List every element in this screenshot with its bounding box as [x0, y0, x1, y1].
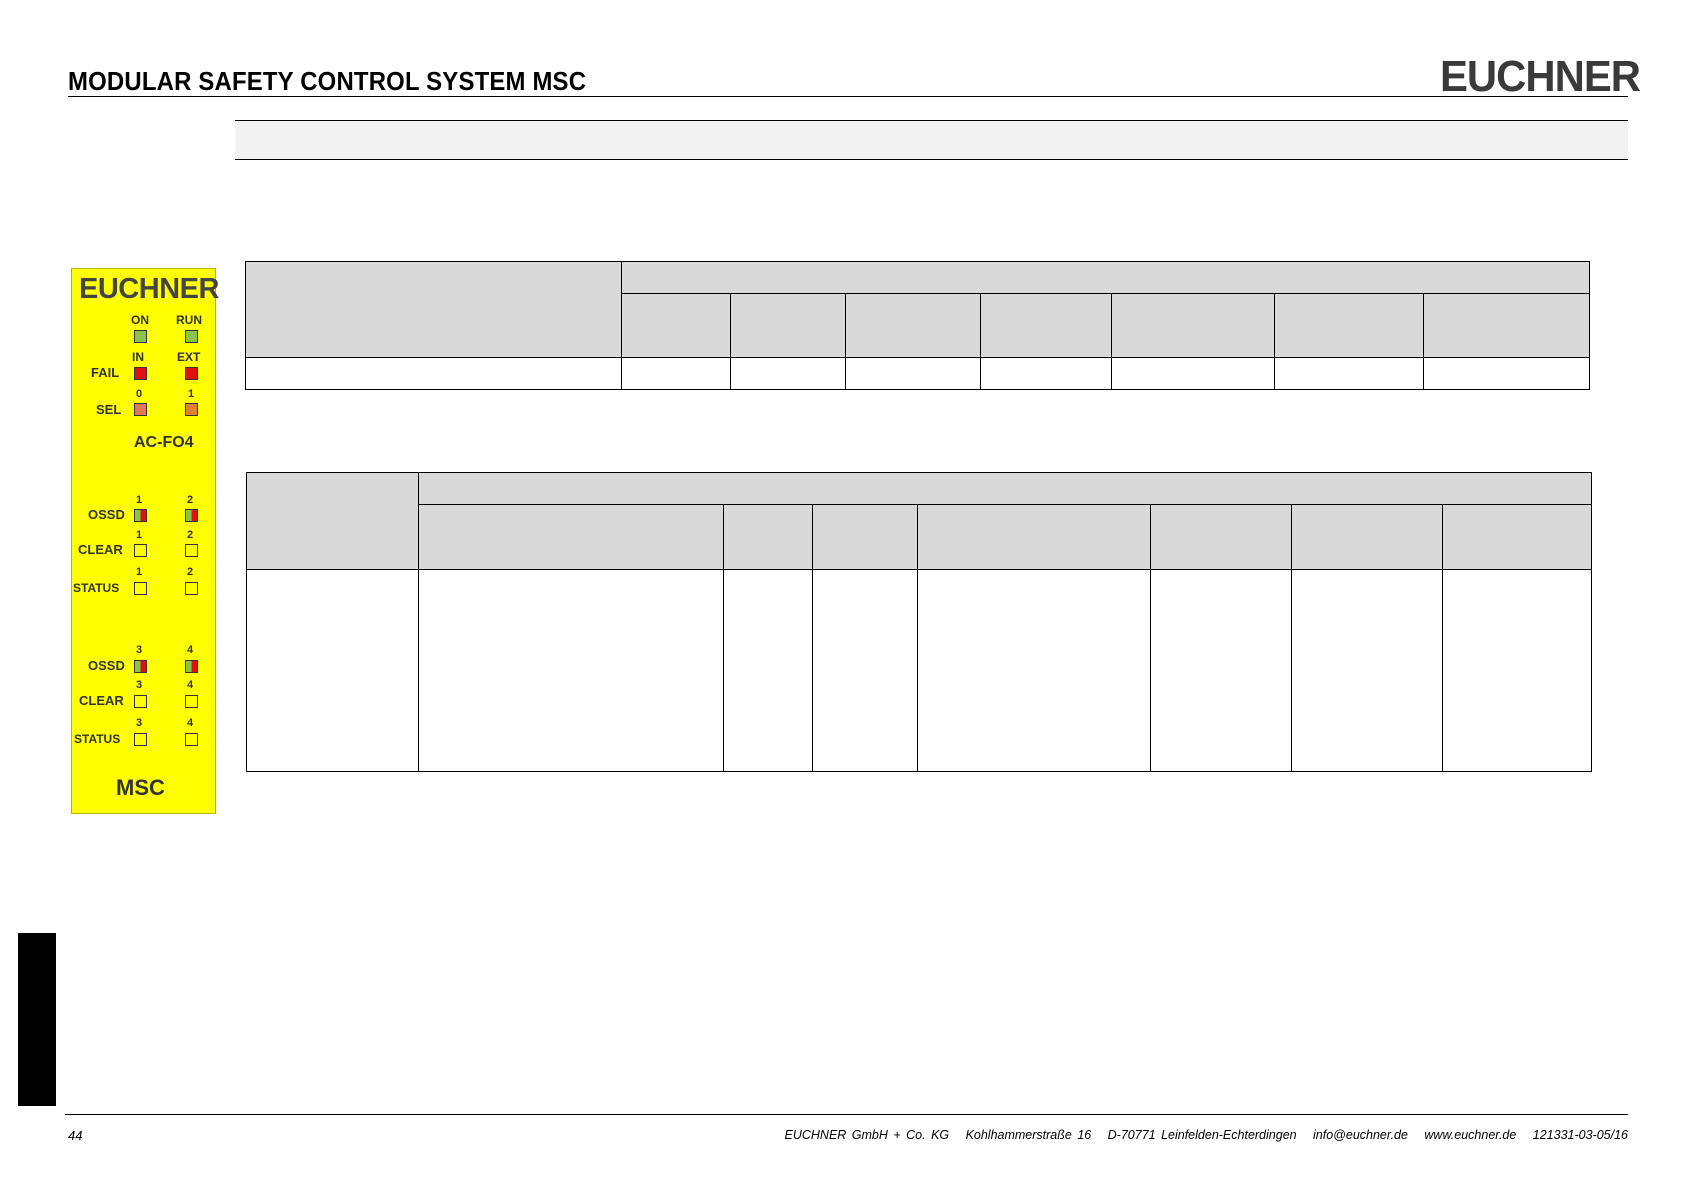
table2-header-cell: [1151, 505, 1292, 570]
label-ossd-ch4: 4: [187, 644, 194, 656]
footer-city: D-70771 Leinfelden-Echterdingen: [1107, 1128, 1297, 1142]
label-status-1: STATUS: [73, 581, 120, 595]
table1-header-cell: [246, 262, 622, 358]
label-fail: FAIL: [91, 365, 120, 380]
table2-header-cell: [1443, 505, 1592, 570]
footer-divider: [65, 1114, 1628, 1115]
table2-cell: [419, 570, 724, 772]
table1-cell: [622, 358, 731, 390]
header-divider: [68, 96, 1628, 97]
module-brand: EUCHNER: [79, 273, 219, 305]
clear-4-led-icon: [185, 695, 198, 708]
clear-2-led-icon: [185, 544, 198, 557]
footer-contact-info: [785, 1128, 1629, 1142]
led-table-2: [246, 472, 1592, 772]
footer-web: www.euchner.de: [1424, 1128, 1517, 1142]
table2-cell: [724, 570, 813, 772]
label-ext: EXT: [177, 350, 201, 364]
label-sel: SEL: [96, 402, 122, 417]
footer-email: info@euchner.de: [1313, 1128, 1408, 1142]
table2-header-cell: [419, 505, 724, 570]
footer-street: Kohlhammerstraße 16: [965, 1128, 1092, 1142]
section-heading-band: [235, 120, 1628, 160]
table2-cell: [1292, 570, 1443, 772]
table2-header-cell: [813, 505, 918, 570]
table1-header-cell: [846, 294, 981, 358]
label-status-ch1: 1: [136, 566, 143, 578]
table1-cell: [1424, 358, 1590, 390]
table1-header-cell: [622, 294, 731, 358]
clear-1-led-icon: [134, 544, 147, 557]
module-model: AC-FO4: [134, 434, 194, 451]
table1-header-cell: [1275, 294, 1424, 358]
table-row: [246, 358, 1590, 390]
module-front-panel: [71, 268, 219, 814]
clear-3-led-icon: [134, 695, 147, 708]
label-sel-0: 0: [136, 388, 143, 400]
footer-company: EUCHNER GmbH + Co. KG: [784, 1128, 950, 1142]
chapter-tab-marker: [18, 933, 56, 1106]
document-title: MODULAR SAFETY CONTROL SYSTEM MSC: [68, 66, 587, 96]
fail-ext-led-icon: [185, 367, 198, 380]
on-led-icon: [134, 330, 147, 343]
table1-cell: [731, 358, 846, 390]
table1-header-cell: [731, 294, 846, 358]
table1-cell: [1112, 358, 1275, 390]
table1-cell: [981, 358, 1112, 390]
table1-header-cell: [1424, 294, 1590, 358]
fail-in-led-icon: [134, 367, 147, 380]
ossd-4-led-icon: [185, 660, 198, 673]
table1-cell: [246, 358, 622, 390]
label-ossd-1: OSSD: [88, 507, 125, 522]
table2-cell: [813, 570, 918, 772]
footer-doc-id: 121331-03-05/16: [1532, 1128, 1628, 1142]
table2-cell: [918, 570, 1151, 772]
table1-header-cell: [622, 262, 1590, 294]
page-number: 44: [68, 1128, 83, 1143]
euchner-logo: EUCHNER: [1440, 52, 1641, 101]
table2-cell: [247, 570, 419, 772]
status-1-led-icon: [134, 582, 147, 595]
ossd-3-led-icon: [134, 660, 147, 673]
label-run: RUN: [176, 313, 202, 327]
label-ossd-ch2: 2: [187, 494, 194, 506]
table1-cell: [846, 358, 981, 390]
sel-1-led-icon: [185, 403, 198, 416]
table1-header-cell: [981, 294, 1112, 358]
table2-header-cell: [724, 505, 813, 570]
label-clear-ch1: 1: [136, 529, 143, 541]
table1-header-cell: [1112, 294, 1275, 358]
module-footer-label: MSC: [116, 775, 165, 800]
table2-cell: [1151, 570, 1292, 772]
ossd-2-led-icon: [185, 509, 198, 522]
label-clear-2: CLEAR: [79, 693, 124, 708]
run-led-icon: [185, 330, 198, 343]
label-ossd-ch3: 3: [136, 644, 143, 656]
table2-header-cell: [918, 505, 1151, 570]
table-row: [247, 570, 1592, 772]
status-3-led-icon: [134, 733, 147, 746]
label-sel-1: 1: [188, 388, 195, 400]
sel-0-led-icon: [134, 403, 147, 416]
led-table-1: [245, 261, 1590, 390]
table2-header-cell: [419, 473, 1592, 505]
label-clear-ch3: 3: [136, 679, 143, 691]
label-status-ch3: 3: [136, 717, 143, 729]
label-in: IN: [132, 350, 144, 364]
label-clear-1: CLEAR: [78, 542, 123, 557]
table2-header-cell: [1292, 505, 1443, 570]
label-ossd-ch1: 1: [136, 494, 143, 506]
ossd-1-led-icon: [134, 509, 147, 522]
label-clear-ch2: 2: [187, 529, 194, 541]
label-status-ch2: 2: [187, 566, 194, 578]
status-2-led-icon: [185, 582, 198, 595]
label-status-2: STATUS: [74, 732, 121, 746]
table1-cell: [1275, 358, 1424, 390]
table2-cell: [1443, 570, 1592, 772]
label-ossd-2: OSSD: [88, 658, 125, 673]
label-on: ON: [131, 313, 149, 327]
status-4-led-icon: [185, 733, 198, 746]
label-status-ch4: 4: [187, 717, 194, 729]
label-clear-ch4: 4: [187, 679, 194, 691]
table2-header-cell: [247, 473, 419, 570]
